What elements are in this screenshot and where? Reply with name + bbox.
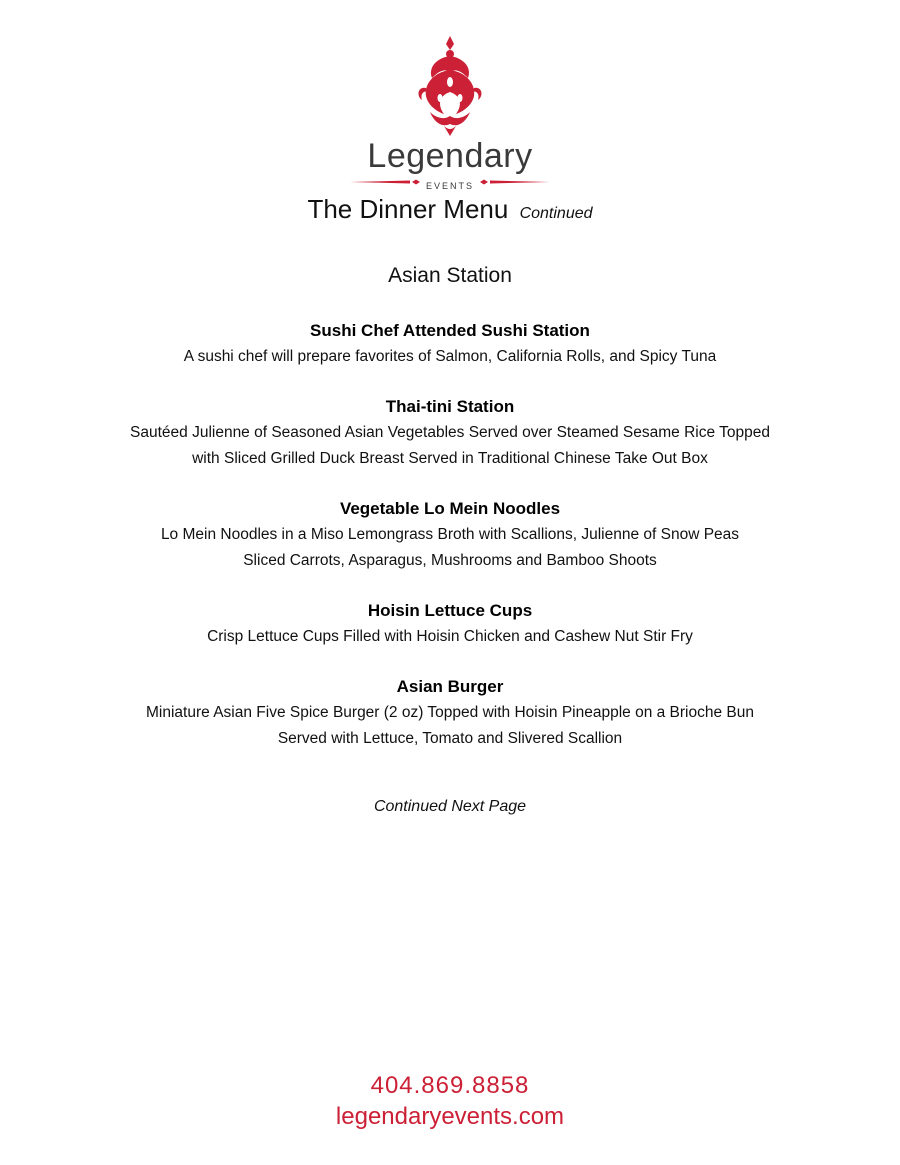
title-continued: Continued (519, 205, 593, 222)
footer (0, 1070, 900, 1132)
title-text: The Dinner Menu (307, 194, 509, 224)
page-title (0, 192, 900, 231)
description-line: Served with Lettuce, Tomato and Slivered Scallion (277, 730, 623, 747)
menu-item-name: Thai-tini Station (385, 397, 515, 416)
description-line: A sushi chef will prepare favorites of Salmon, California Rolls, and Spicy Tuna (183, 348, 717, 365)
menu-item-name: Hoisin Lettuce Cups (367, 601, 533, 620)
description-line: Miniature Asian Five Spice Burger (2 oz) Topped with Hoisin Pineapple on a Brioche Bun (146, 704, 754, 721)
continued-next-page: Continued Next Page (373, 798, 527, 815)
description-line: Sautéed Julienne of Seasoned Asian Vegetables Served over Steamed Sesame Rice Topped (130, 424, 770, 441)
menu-item-description (0, 344, 900, 370)
menu-item (0, 598, 900, 650)
menu-item-name: Vegetable Lo Mein Noodles (339, 499, 561, 518)
menu-item-name: Sushi Chef Attended Sushi Station (310, 321, 590, 340)
description-line: Lo Mein Noodles in a Miso Lemongrass Broth with Scallions, Julienne of Snow Peas (160, 526, 740, 543)
logo-wordmark: Legendary (367, 137, 533, 175)
menu-item-name: Asian Burger (396, 677, 504, 696)
menu-item (0, 674, 900, 752)
website-link[interactable]: legendaryevents.com (335, 1103, 565, 1130)
description-line: Crisp Lettuce Cups Filled with Hoisin Chicken and Cashew Nut Stir Fry (207, 628, 693, 645)
menu-item-description (0, 420, 900, 472)
menu-item-description (0, 624, 900, 650)
logo-subtitle: EVENTS (425, 181, 474, 191)
section-heading: Asian Station (388, 264, 512, 287)
menu-item-description (0, 522, 900, 574)
menu-item-description (0, 700, 900, 752)
damask-emblem-icon (340, 32, 560, 142)
menu-item (0, 496, 900, 574)
logo (340, 32, 560, 191)
description-line: with Sliced Grilled Duck Breast Served in Traditional Chinese Take Out Box (192, 450, 708, 467)
phone-number[interactable]: 404.869.8858 (370, 1072, 530, 1099)
menu-item (0, 394, 900, 472)
description-line: Sliced Carrots, Asparagus, Mushrooms and Bamboo Shoots (243, 552, 657, 569)
menu-items (0, 318, 900, 776)
menu-item (0, 318, 900, 370)
